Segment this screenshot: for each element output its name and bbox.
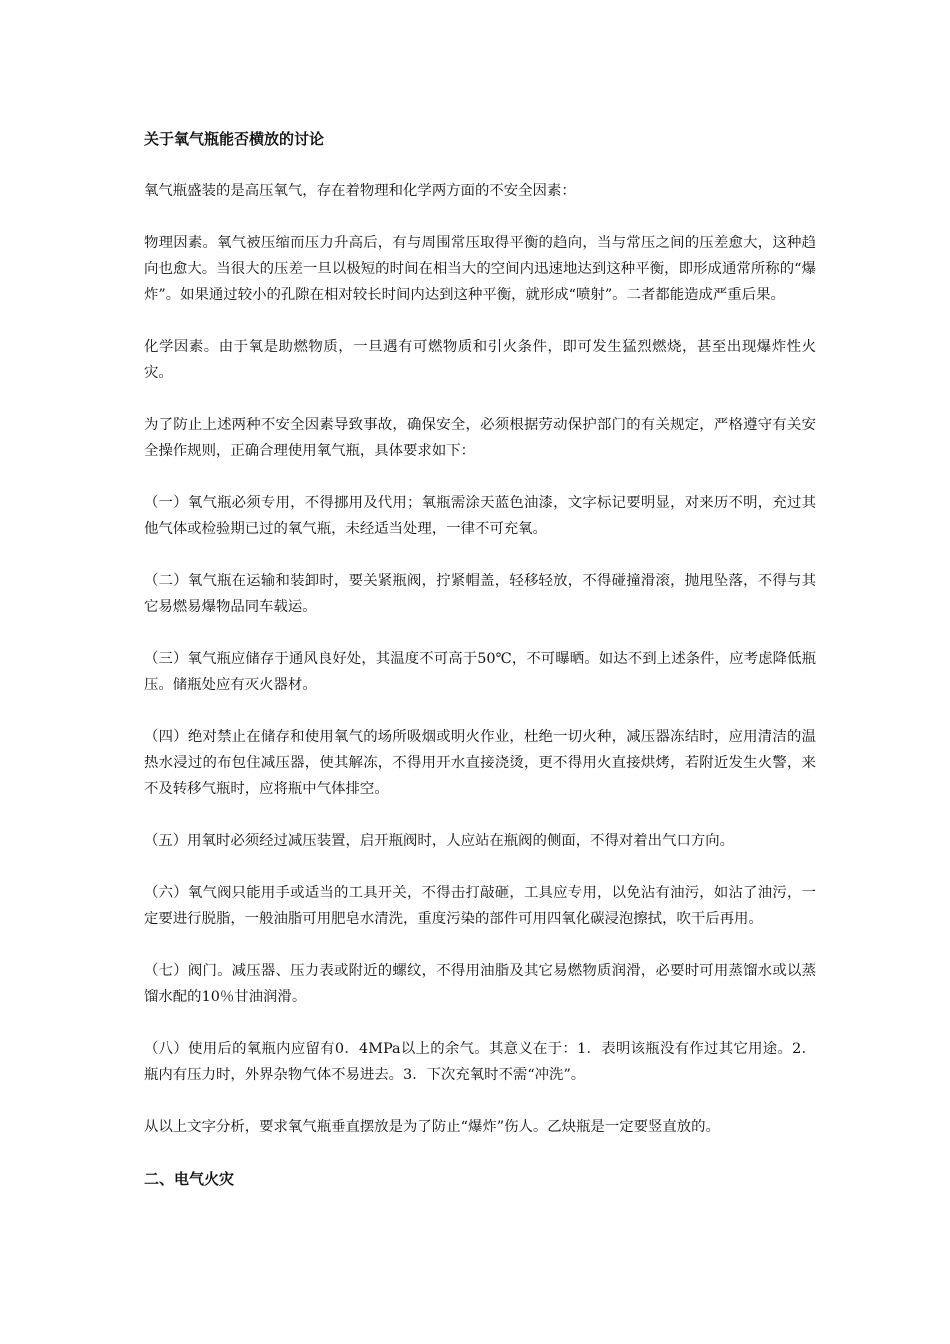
paragraph-item-8: （八）使用后的氧瓶内应留有0．4MPa以上的余气。其意义在于：1．表明该瓶没有作过其它用途。2．瓶内有压力时，外界杂物气体不易进去。3．下次充氧时不需“冲洗”。	[144, 1041, 816, 1083]
document-title: 关于氧气瓶能否横放的讨论	[144, 130, 325, 148]
paragraph-chemical-factor: 化学因素。由于氧是助燃物质，一旦遇有可燃物质和引火条件，即可发生猛烈燃烧，甚至出现爆炸性火灾。	[144, 339, 816, 381]
paragraph-item-2: （二）氧气瓶在运输和装卸时，要关紧瓶阀，拧紧帽盖，轻移轻放，不得碰撞滑滚，抛甩坠落，不得与其它易燃易爆物品同车载运。	[144, 573, 816, 615]
document-page	[144, 118, 816, 1192]
paragraph-item-7: （七）阀门。减压器、压力表或附近的螺纹，不得用油脂及其它易燃物质润滑，必要时可用蒸馏水或以蒸馏水配的10％甘油润滑。	[144, 963, 816, 1005]
paragraph-conclusion: 从以上文字分析，要求氧气瓶垂直摆放是为了防止“爆炸”伤人。乙炔瓶是一定要竖直放的。	[144, 1119, 720, 1135]
paragraph-item-1: （一）氧气瓶必须专用，不得挪用及代用；氧瓶需涂天蓝色油漆，文字标记要明显，对来历不明，充过其他气体或检验期已过的氧气瓶，未经适当处理，一律不可充氧。	[144, 495, 816, 537]
paragraph-requirements-intro: 为了防止上述两种不安全因素导致事故，确保安全，必须根据劳动保护部门的有关规定，严格遵守有关安全操作规则，正确合理使用氧气瓶，具体要求如下：	[144, 417, 816, 459]
paragraph-physical-factor: 物理因素。氧气被压缩而压力升高后，有与周围常压取得平衡的趋向，当与常压之间的压差愈大，这种趋向也愈大。当很大的压差一旦以极短的时间在相当大的空间内迅速地达到这种平衡，即形成通常所称的“爆炸”。如果通过较小的孔隙在相对较长时间内达到这种平衡，就形成“喷射”。二者都能造成严重后果。	[144, 235, 816, 303]
paragraph-item-4: （四）绝对禁止在储存和使用氧气的场所吸烟或明火作业，杜绝一切火种，减压器冻结时，应用清洁的温热水浸过的布包住减压器，使其解冻，不得用开水直接浇烫，更不得用火直接烘烤，若附近发生火警，来不及转移气瓶时，应将瓶中气体排空。	[144, 729, 816, 797]
section-2-title: 二、电气火灾	[144, 1170, 235, 1188]
paragraph-item-5: （五）用氧时必须经过减压装置，启开瓶阀时，人应站在瓶阀的侧面，不得对着出气口方向。	[144, 833, 735, 849]
intro-paragraph: 氧气瓶盛装的是高压氧气，存在着物理和化学两方面的不安全因素：	[144, 183, 576, 199]
paragraph-item-6: （六）氧气阀只能用手或适当的工具开关，不得击打敲砸，工具应专用，以免沾有油污，如沾了油污，一定要进行脱脂，一般油脂可用肥皂水清洗，重度污染的部件可用四氧化碳浸泡擦拭，吹干后再用。	[144, 885, 816, 927]
paragraph-item-3: （三）氧气瓶应储存于通风良好处，其温度不可高于50℃，不可曝晒。如达不到上述条件，应考虑降低瓶压。储瓶处应有灭火器材。	[144, 651, 816, 693]
